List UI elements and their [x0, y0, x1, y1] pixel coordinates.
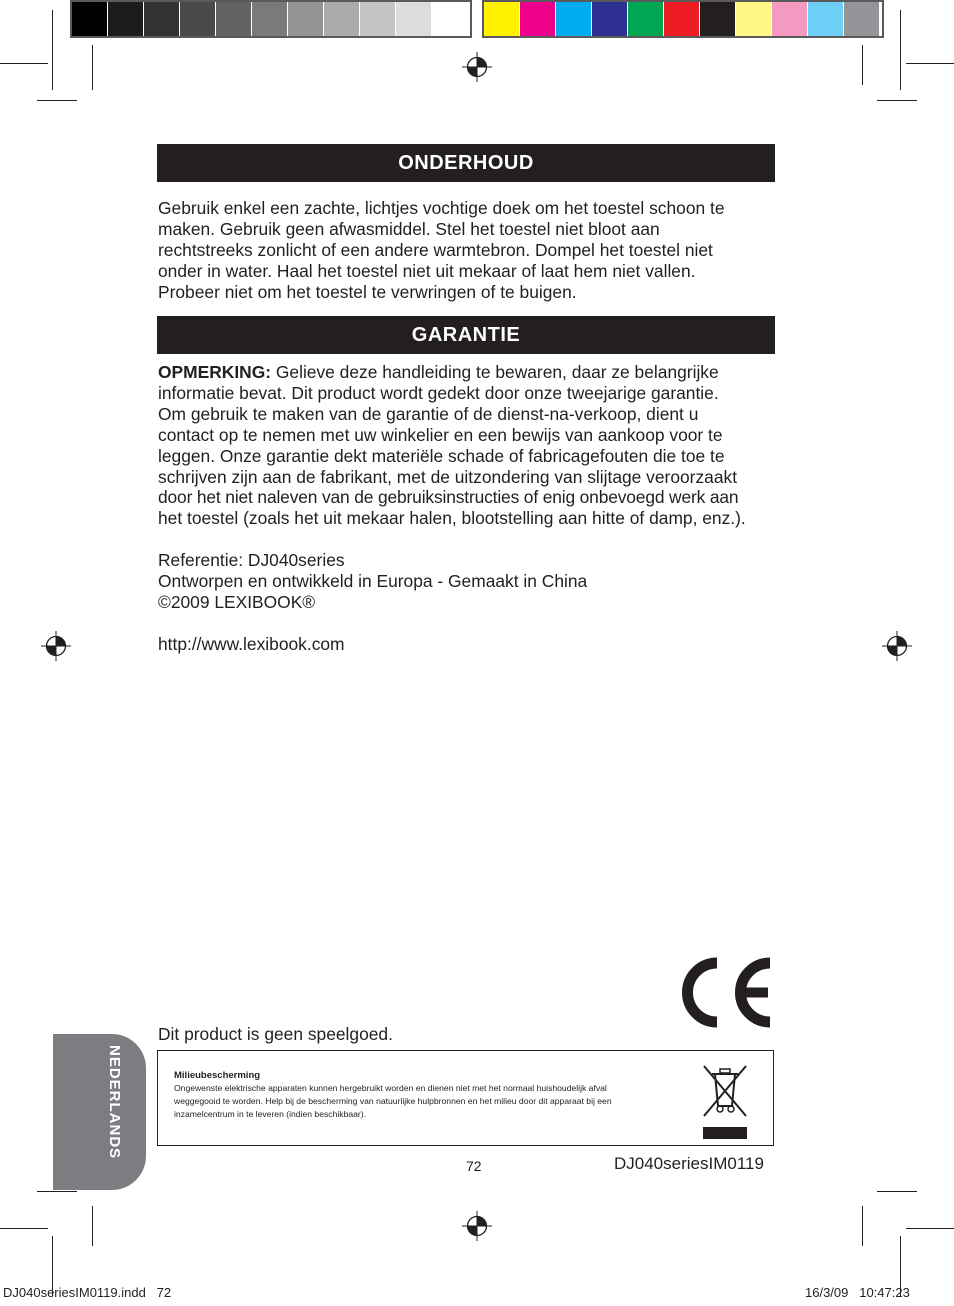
color-swatch — [700, 2, 736, 36]
copyright-text: ©2009 LEXIBOOK® — [158, 591, 316, 612]
text-line: rechtstreeks zonlicht of een andere warmtebron. Dompel het toestel niet — [158, 239, 713, 260]
color-swatch — [484, 2, 520, 36]
color-swatch — [628, 2, 664, 36]
text-line: het toestel (zoals het uit mekaar halen, blootstelling aan hitte of damp, enz.). — [158, 508, 746, 529]
grayscale-color-bar — [70, 0, 472, 38]
color-swatch — [288, 2, 324, 36]
text-line: informatie bevat. Dit product wordt gedekt door onze tweejarige garantie. — [158, 382, 719, 403]
registration-mark-bottom-icon — [462, 1211, 492, 1241]
origin-text: Ontworpen en ontwikkeld in Europa - Gemaakt in China — [158, 571, 588, 592]
garantie-body — [158, 362, 778, 655]
section-heading-garantie: GARANTIE — [157, 316, 775, 354]
text-line: Ongewenste elektrische apparaten kunnen hergebruikt worden en dienen niet met het normaal huishoudelijk afval — [174, 1083, 607, 1093]
color-swatch — [432, 2, 468, 36]
text-line: Om gebruik te maken van de garantie of de dienst-na-verkoop, dient u — [158, 403, 699, 424]
color-swatch — [252, 2, 288, 36]
text-line: maken. Gebruik geen afwasmiddel. Stel het toestel niet bloot aan — [158, 218, 660, 239]
onderhoud-body — [158, 198, 778, 303]
text-line: onder in water. Haal het toestel niet uit mekaar of laat hem niet vallen. — [158, 260, 696, 281]
website-link[interactable]: http://www.lexibook.com — [158, 633, 345, 654]
text-line: schrijven zijn aan de fabrikant, met de uitzondering van slijtage veroorzaakt — [158, 466, 738, 487]
color-swatch — [396, 2, 432, 36]
section-heading-onderhoud: ONDERHOUD — [157, 144, 775, 182]
text-line: leggen. Onze garantie dekt materiële schade of fabricagefouten die toe te — [158, 445, 725, 466]
environment-notice-box — [157, 1050, 774, 1146]
color-swatch — [736, 2, 772, 36]
toy-notice: Dit product is geen speelgoed. — [158, 1024, 393, 1044]
note-label: OPMERKING: — [158, 362, 272, 382]
process-color-bar — [482, 0, 884, 38]
document-code: DJ040seriesIM0119 — [614, 1154, 764, 1173]
registration-mark-top-icon — [462, 52, 492, 82]
color-swatch — [108, 2, 144, 36]
note-text: Gelieve deze handleiding te bewaren, daar ze belangrijke — [271, 362, 719, 382]
color-swatch — [664, 2, 700, 36]
ce-mark-icon — [675, 956, 775, 1029]
page-number: 72 — [466, 1158, 482, 1174]
color-swatch — [324, 2, 360, 36]
color-swatch — [520, 2, 556, 36]
color-swatch — [844, 2, 880, 36]
text-line: door het niet naleven van de gebruiksinstructies of enig onbevoegd werk aan — [158, 487, 739, 508]
environment-title: Milieubescherming — [174, 1070, 261, 1081]
text-line — [158, 362, 778, 383]
language-tab-label: NEDERLANDS — [106, 1045, 123, 1160]
color-swatch — [216, 2, 252, 36]
reference-text: Referentie: DJ040series — [158, 550, 345, 571]
text-line: inzamelcentrum in te leveren (indien beschikbaar). — [174, 1109, 367, 1119]
text-line: contact op te nemen met uw winkelier en een bewijs van aankoop voor te — [158, 424, 723, 445]
text-line: Probeer niet om het toestel te verwringen of te buigen. — [158, 281, 577, 302]
text-line: weggegooid te worden. Help bij de bescherming van natuurlijke hulpbronnen en het milieu door dit apparaat bij een — [174, 1096, 612, 1106]
color-swatch — [556, 2, 592, 36]
registration-mark-left-icon — [41, 631, 71, 661]
color-swatch — [144, 2, 180, 36]
language-side-tab — [53, 1034, 146, 1190]
color-swatch — [772, 2, 808, 36]
color-swatch — [360, 2, 396, 36]
color-swatch — [808, 2, 844, 36]
color-swatch — [180, 2, 216, 36]
slug-file-info: DJ040seriesIM0119.indd 72 — [3, 1285, 172, 1300]
registration-mark-right-icon — [882, 631, 912, 661]
color-swatch — [72, 2, 108, 36]
crossed-out-wheelie-bin-icon — [698, 1058, 752, 1142]
color-swatch — [592, 2, 628, 36]
environment-text — [174, 1082, 674, 1121]
text-line: Gebruik enkel een zachte, lichtjes vochtige doek om het toestel schoon te — [158, 198, 725, 218]
slug-date-info: 16/3/09 10:47:23 — [805, 1285, 910, 1300]
